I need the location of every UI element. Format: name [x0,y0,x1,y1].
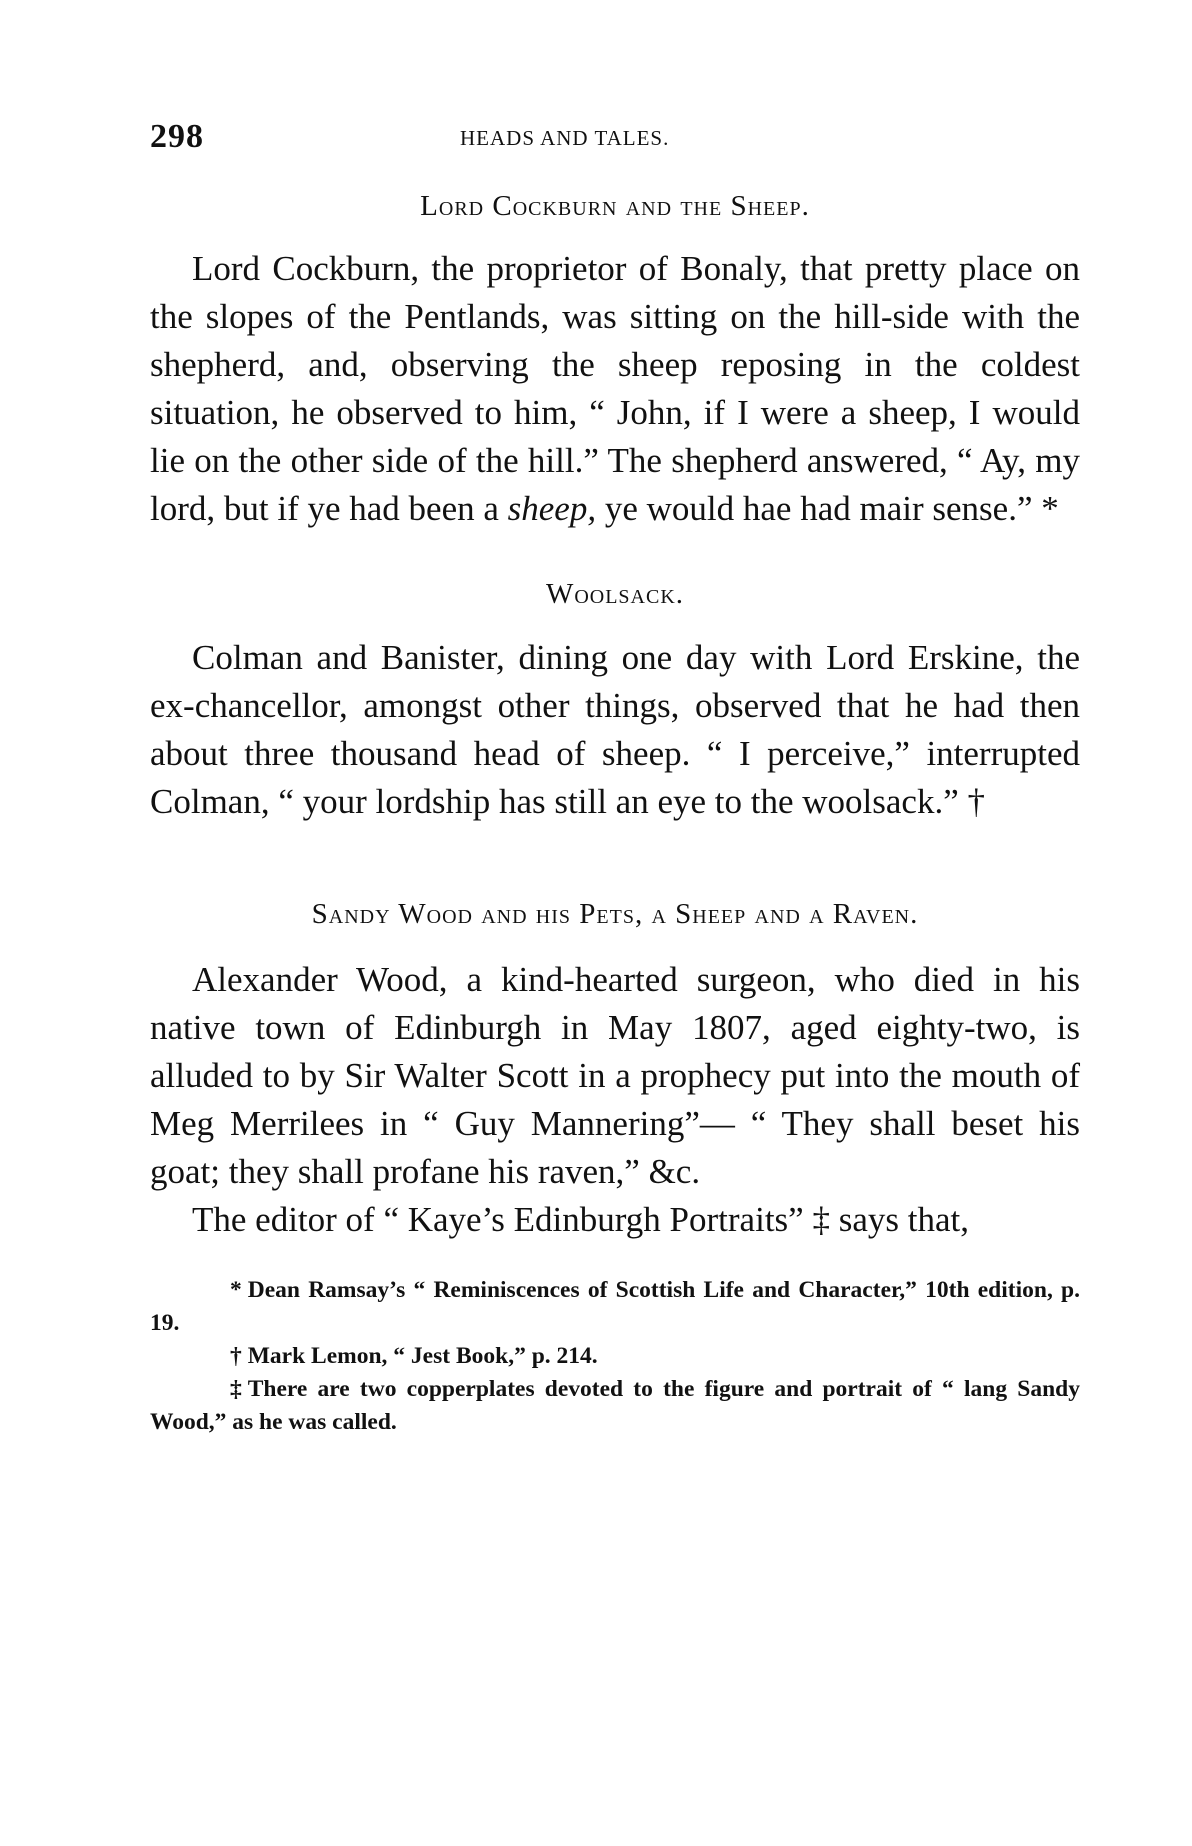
section-body-sandy-wood [150,956,1080,1244]
footnote-mark: † [230,1343,242,1369]
italic-word: sheep, [507,489,597,528]
paragraph: Colman and Banister, dining one day with Lord Erskine, the ex-chancellor, amongst other things, observed that he had then about three thousand head of sheep. “ I perceive,” interrupted Colman, “ your lordship has still an eye to the woolsack.” † [150,638,1080,821]
paragraph: Alexander Wood, a kind-hearted surgeon, who died in his native town of Edinburgh in May 1807, aged eighty-two, is alluded to by Sir Walter Scott in a prophecy put into the mouth of Meg Merrilees in “ Guy Mannering”— “ They shall beset his goat; they shall profane his raven,” &c. [150,960,1080,1191]
section-body-woolsack [150,634,1080,826]
page-number: 298 [150,118,204,155]
footnote [150,1274,1080,1340]
section-heading-woolsack: Woolsack. [545,578,685,610]
section-body-cockburn [150,245,1080,533]
footnote-text: There are two copperplates devoted to the figure and portrait of “ lang Sandy Wood,” as he was called. [150,1376,1080,1435]
paragraph-text-end: ye would hae had mair sense.” * [604,489,1059,528]
footnote-mark: * [230,1277,242,1303]
running-header [150,118,1080,158]
footnote-text: Mark Lemon, “ Jest Book,” p. 214. [247,1343,598,1369]
footnotes [150,1274,1080,1439]
paragraph-text: Lord Cockburn, the proprietor of Bonaly, that pretty place on the slopes of the Pentlands, was sitting on the hill-side with the shepherd, and, observing the sheep reposing in the coldest situation, he observed to him, “ John, if I were a sheep, I would lie on the other side of the hill.” The shepherd answered, “ Ay, my lord, but if ye had been a [150,249,1080,528]
paragraph [150,245,1080,533]
footnote [150,1373,1080,1439]
paragraph: The editor of “ Kaye’s Edinburgh Portraits” ‡ says that, [192,1200,969,1239]
section-heading-cockburn: Lord Cockburn and the Sheep. [420,190,810,222]
footnote-mark: ‡ [230,1376,242,1402]
running-title: HEADS AND TALES. [460,126,670,150]
footnote-text: Dean Ramsay’s “ Reminiscences of Scottish Life and Character,” 10th edition, p. 19. [150,1277,1080,1336]
section-heading-sandy-wood: Sandy Wood and his Pets, a Sheep and a Raven. [311,898,919,930]
footnote [150,1340,1080,1373]
